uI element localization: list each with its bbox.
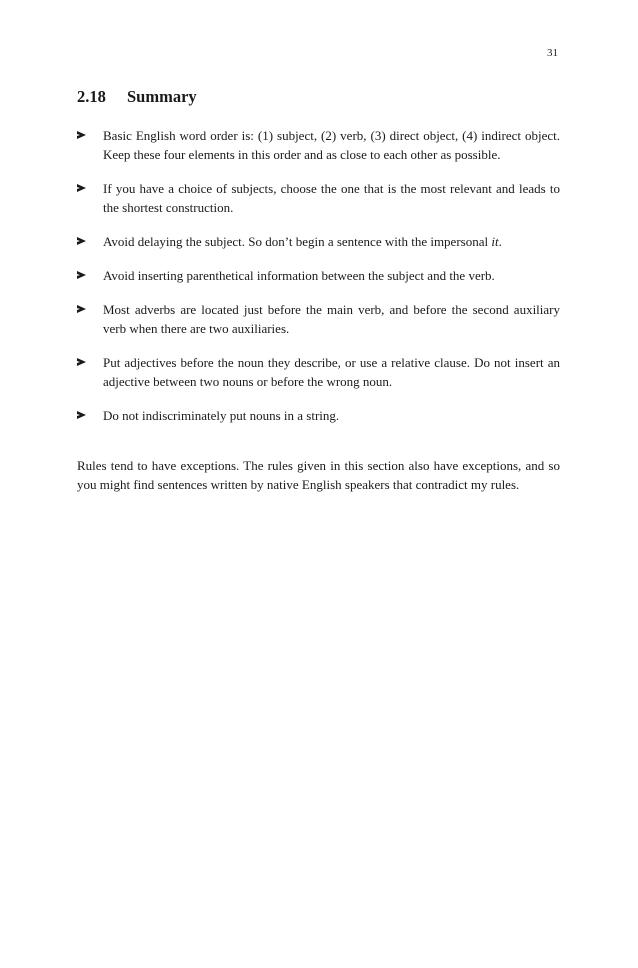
arrow-bullet-icon — [77, 271, 86, 279]
bullet-item-word-order — [77, 126, 560, 164]
bullet-emphasis: it — [491, 234, 499, 249]
bullet-text: Basic English word order is: (1) subject, (2) verb, (3) direct object, (4) indirect object. Keep these four elements in this order and as close to each other as possible. — [103, 128, 560, 162]
bullet-item-parenthetical — [77, 266, 560, 285]
bullet-text: Avoid inserting parenthetical information between the subject and the verb. — [103, 268, 495, 283]
closing-paragraph: Rules tend to have exceptions. The rules given in this section also have exceptions, and so you might find sentences written by native English speakers that contradict my rules. — [77, 458, 560, 492]
bullet-text: Do not indiscriminately put nouns in a string. — [103, 408, 340, 423]
bullet-item-delaying-subject — [77, 232, 560, 251]
bullet-item-subjects — [77, 179, 560, 217]
bullet-item-noun-strings — [77, 406, 560, 425]
bullet-text: Avoid delaying the subject. So don’t begin a sentence with the impersonal — [103, 234, 492, 249]
arrow-bullet-icon — [77, 358, 86, 366]
summary-bullet-list — [77, 126, 560, 440]
bullet-item-adjectives — [77, 353, 560, 391]
bullet-text: If you have a choice of subjects, choose the one that is the most relevant and leads to the shortest construction. — [103, 181, 560, 215]
arrow-bullet-icon — [77, 131, 86, 139]
arrow-bullet-icon — [77, 411, 86, 419]
bullet-suffix: . — [498, 234, 502, 249]
section-title: Summary — [127, 87, 197, 106]
section-number: 2.18 — [77, 87, 106, 106]
bullet-text: Most adverbs are located just before the main verb, and before the second auxiliary verb when there are two auxiliaries. — [103, 302, 560, 336]
section-heading — [77, 86, 197, 108]
arrow-bullet-icon — [77, 184, 86, 192]
arrow-bullet-icon — [77, 237, 86, 245]
bullet-text: Put adjectives before the noun they describe, or use a relative clause. Do not insert an adjective between two nouns or before the wrong noun. — [103, 355, 560, 389]
arrow-bullet-icon — [77, 305, 86, 313]
bullet-item-adverbs — [77, 300, 560, 338]
page-number: 31 — [547, 47, 558, 59]
